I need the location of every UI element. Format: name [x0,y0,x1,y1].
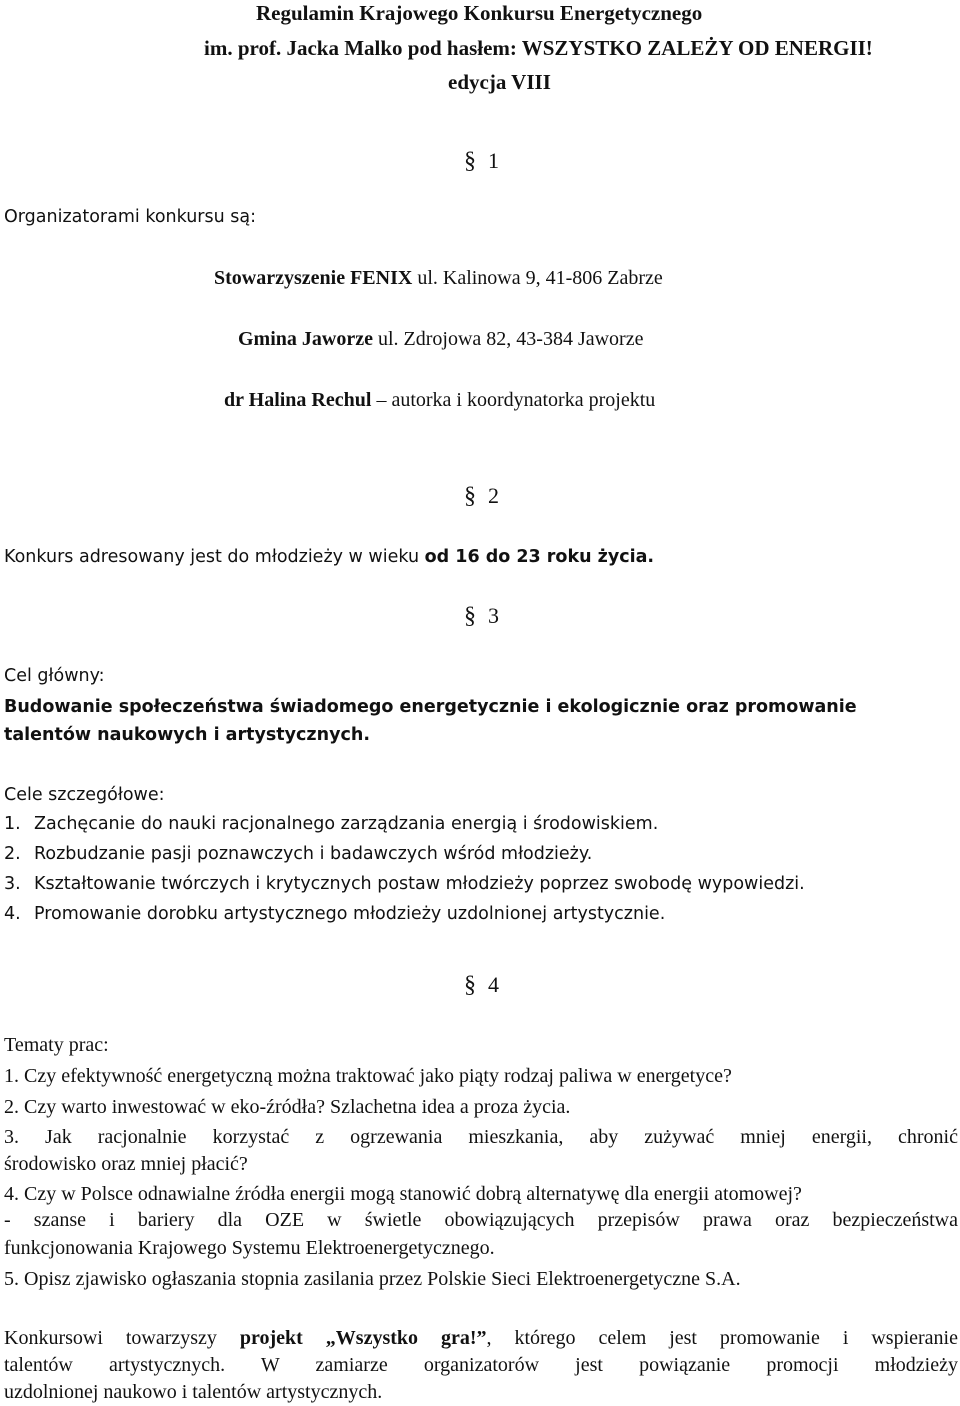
organizer-name: dr Halina Rechul [224,389,372,411]
organizer-fenix [214,267,663,290]
closing-text: Konkursowi towarzyszy [4,1327,240,1349]
topic-5: 5. Opisz zjawisko ogłaszania stopnia zasilania przez Polskie Sieci Elektroenergetyczne S.A. [4,1268,741,1290]
topic-2: 2. Czy warto inwestować w eko-źródła? Szlachetna idea a proza życia. [4,1096,571,1118]
organizer-rechul [224,389,655,412]
goal-number: 2. [4,844,21,864]
section-number: 2 [488,483,499,508]
section-symbol: § [464,972,476,998]
age-requirement [4,547,654,567]
age-text: Konkurs adresowany jest do młodzieży w wieku [4,547,425,567]
title-line-3: edycja VIII [448,70,551,94]
goal-number: 1. [4,814,21,834]
goal-item [4,814,658,834]
title-line-2: im. prof. Jacka Malko pod hasłem: WSZYSTKO ZALEŻY OD ENERGII! [204,36,873,60]
closing-line-3: uzdolnionej naukowo i talentów artystycznych. [4,1381,383,1403]
goal-item [4,904,665,924]
section-number: 1 [488,148,499,173]
section-4-heading [464,972,499,999]
section-3-heading [464,603,499,630]
goal-number: 4. [4,904,21,924]
topic-3-line-1: 3. Jak racjonalnie korzystać z ogrzewania mieszkania, aby zużywać mniej energii, chronić [4,1126,958,1148]
topic-4: 4. Czy w Polsce odnawialne źródła energii mogą stanowić dobrą alternatywę dla energii atomowej? [4,1183,802,1205]
topic-4-sub-line-2: funkcjonowania Krajowego Systemu Elektroenergetycznego. [4,1237,495,1259]
organizer-name: Stowarzyszenie FENIX [214,267,413,289]
organizers-intro: Organizatorami konkursu są: [4,207,257,227]
organizer-jaworze [238,328,643,351]
main-goal-line-2: talentów naukowych i artystycznych. [4,725,370,745]
title-line-1: Regulamin Krajowego Konkursu Energetycznego [256,1,703,25]
section-number: 3 [488,603,499,628]
goal-text: Rozbudzanie pasji poznawczych i badawczych wśród młodzieży. [34,844,593,864]
goal-text: Zachęcanie do nauki racjonalnego zarządzania energią i środowiskiem. [34,814,659,834]
section-2-heading [464,483,499,510]
organizer-address: ul. Zdrojowa 82, 43-384 Jaworze [372,328,644,350]
topic-1: 1. Czy efektywność energetyczną można traktować jako piąty rodzaj paliwa w energetyce? [4,1065,732,1087]
section-number: 4 [488,972,499,997]
closing-text: , którego celem jest promowanie i wspieranie [486,1327,958,1349]
organizer-name: Gmina Jaworze [238,328,373,350]
detailed-goals-label: Cele szczegółowe: [4,785,165,805]
organizer-address: ul. Kalinowa 9, 41-806 Zabrze [412,267,663,289]
goal-text: Promowanie dorobku artystycznego młodzieży uzdolnionej artystycznie. [34,904,666,924]
closing-line-2: talentów artystycznych. W zamiarze organizatorów jest powiązanie promocji młodzieży [4,1354,958,1376]
main-goal-label: Cel główny: [4,666,105,686]
section-symbol: § [464,148,476,174]
project-name: projekt „Wszystko gra!” [239,1327,487,1349]
section-1-heading [464,148,499,175]
goal-number: 3. [4,874,21,894]
age-range: od 16 do 23 roku życia. [424,547,655,567]
topics-label: Tematy prac: [4,1034,109,1056]
main-goal-line-1: Budowanie społeczeństwa świadomego energetycznie i ekologicznie oraz promowanie [4,697,857,717]
goal-text: Kształtowanie twórczych i krytycznych postaw młodzieży poprzez swobodę wypowiedzi. [34,874,805,894]
topic-3-line-2: środowisko oraz mniej płacić? [4,1153,248,1175]
closing-line-1 [4,1327,958,1350]
goal-item [4,874,805,894]
organizer-role: – autorka i koordynatorka projektu [371,389,656,411]
goal-item [4,844,592,864]
section-symbol: § [464,483,476,509]
section-symbol: § [464,603,476,629]
topic-4-sub-line-1: - szanse i bariery dla OZE w świetle obowiązujących przepisów prawa oraz bezpieczeństwa [4,1209,958,1231]
